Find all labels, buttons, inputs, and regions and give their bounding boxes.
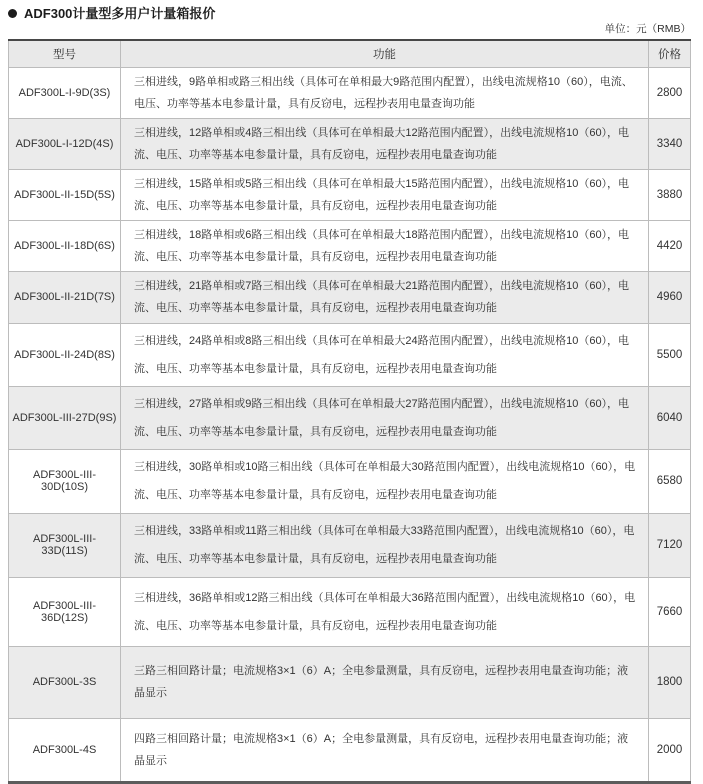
price-cell: 2000 — [649, 718, 691, 782]
table-row — [9, 646, 691, 718]
col-header-model: 型号 — [9, 40, 121, 67]
table-row — [9, 718, 691, 782]
model-cell: ADF300L-I-9D(3S) — [9, 67, 121, 118]
function-cell: 三相进线，9路单相或路三相出线（具体可在单相最大9路范围内配置），出线电流规格10（60），电流、电压、功率等基本电参量计量，具有反窃电，远程抄表用电量查询功能 — [121, 67, 649, 118]
model-cell: ADF300L-3S — [9, 646, 121, 718]
header-row — [9, 40, 691, 67]
col-header-price: 价格 — [649, 40, 691, 67]
table-row — [9, 271, 691, 323]
function-cell: 三相进线，36路单相或12路三相出线（具体可在单相最大36路范围内配置），出线电流规格10（60），电流、电压、功率等基本电参量计量，具有反窃电，远程抄表用电量查询功能 — [121, 577, 649, 646]
model-cell: ADF300L-4S — [9, 718, 121, 782]
price-table — [8, 39, 691, 784]
function-cell: 三相进线，15路单相或5路三相出线（具体可在单相最大15路范围内配置），出线电流规格10（60），电流、电压、功率等基本电参量计量，具有反窃电，远程抄表用电量查询功能 — [121, 169, 649, 220]
price-cell: 3880 — [649, 169, 691, 220]
price-cell: 4420 — [649, 220, 691, 271]
page-title-text: ADF300计量型多用户计量箱报价 — [24, 6, 216, 21]
page-title — [8, 5, 691, 22]
function-cell: 三相进线，27路单相或9路三相出线（具体可在单相最大27路范围内配置），出线电流规格10（60），电流、电压、功率等基本电参量计量，具有反窃电，远程抄表用电量查询功能 — [121, 386, 649, 449]
price-cell: 3340 — [649, 118, 691, 169]
model-cell: ADF300L-II-24D(8S) — [9, 323, 121, 386]
function-cell: 三相进线，30路单相或10路三相出线（具体可在单相最大30路范围内配置），出线电流规格10（60），电流、电压、功率等基本电参量计量，具有反窃电，远程抄表用电量查询功能 — [121, 449, 649, 513]
table-row — [9, 386, 691, 449]
model-cell: ADF300L-I-12D(4S) — [9, 118, 121, 169]
unit-label: 单位：元（RMB） — [604, 23, 691, 35]
function-cell: 三相进线，12路单相或4路三相出线（具体可在单相最大12路范围内配置），出线电流规格10（60），电流、电压、功率等基本电参量计量，具有反窃电，远程抄表用电量查询功能 — [121, 118, 649, 169]
function-cell: 三路三相回路计量；电流规格3×1（6）A；全电参量测量，具有反窃电，远程抄表用电量查询功能；液晶显示 — [121, 646, 649, 718]
table-row — [9, 118, 691, 169]
col-header-function: 功能 — [121, 40, 649, 67]
table-row — [9, 169, 691, 220]
price-cell: 7120 — [649, 513, 691, 577]
model-cell: ADF300L-III-30D(10S) — [9, 449, 121, 513]
function-cell: 四路三相回路计量；电流规格3×1（6）A；全电参量测量，具有反窃电，远程抄表用电量查询功能；液晶显示 — [121, 718, 649, 782]
price-cell: 7660 — [649, 577, 691, 646]
table-body — [9, 67, 691, 782]
model-cell: ADF300L-III-36D(12S) — [9, 577, 121, 646]
model-cell: ADF300L-III-27D(9S) — [9, 386, 121, 449]
model-cell: ADF300L-II-15D(5S) — [9, 169, 121, 220]
price-cell: 5500 — [649, 323, 691, 386]
price-cell: 1800 — [649, 646, 691, 718]
function-cell: 三相进线，21路单相或7路三相出线（具体可在单相最大21路范围内配置），出线电流规格10（60），电流、电压、功率等基本电参量计量，具有反窃电，远程抄表用电量查询功能 — [121, 271, 649, 323]
table-row — [9, 577, 691, 646]
price-cell: 4960 — [649, 271, 691, 323]
model-cell: ADF300L-III-33D(11S) — [9, 513, 121, 577]
table-row — [9, 220, 691, 271]
model-cell: ADF300L-II-18D(6S) — [9, 220, 121, 271]
bullet-icon — [8, 9, 17, 18]
function-cell: 三相进线，24路单相或8路三相出线（具体可在单相最大24路范围内配置），出线电流规格10（60），电流、电压、功率等基本电参量计量，具有反窃电，远程抄表用电量查询功能 — [121, 323, 649, 386]
table-row — [9, 449, 691, 513]
function-cell: 三相进线，18路单相或6路三相出线（具体可在单相最大18路范围内配置），出线电流规格10（60），电流、电压、功率等基本电参量计量，具有反窃电，远程抄表用电量查询功能 — [121, 220, 649, 271]
table-row — [9, 513, 691, 577]
table-row — [9, 67, 691, 118]
model-cell: ADF300L-II-21D(7S) — [9, 271, 121, 323]
price-cell: 2800 — [649, 67, 691, 118]
table-header — [9, 40, 691, 67]
function-cell: 三相进线，33路单相或11路三相出线（具体可在单相最大33路范围内配置），出线电流规格10（60），电流、电压、功率等基本电参量计量，具有反窃电，远程抄表用电量查询功能 — [121, 513, 649, 577]
price-cell: 6580 — [649, 449, 691, 513]
price-cell: 6040 — [649, 386, 691, 449]
table-row — [9, 323, 691, 386]
